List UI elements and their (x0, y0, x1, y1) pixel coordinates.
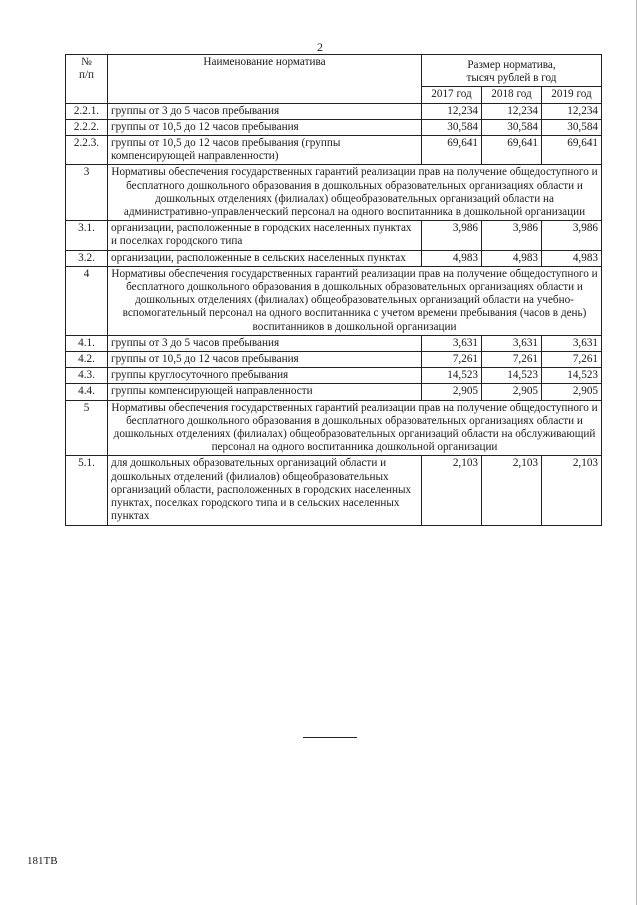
row-value: 2,103 (422, 456, 482, 525)
row-number: 4.2. (66, 352, 108, 368)
section-row (66, 400, 602, 456)
row-name: группы от 3 до 5 часов пребывания (108, 103, 422, 119)
row-number: 2.2.3. (66, 136, 108, 165)
row-value: 3,986 (542, 221, 602, 250)
table-row (66, 136, 602, 165)
row-value: 2,905 (422, 384, 482, 400)
row-name: группы компенсирующей направленности (108, 384, 422, 400)
row-value: 2,905 (482, 384, 542, 400)
row-value: 4,983 (542, 250, 602, 266)
table-header-row (66, 55, 602, 87)
row-value: 14,523 (482, 368, 542, 384)
row-value: 7,261 (482, 352, 542, 368)
row-name: организации, расположенные в сельских населенных пунктах (108, 250, 422, 266)
row-value: 30,584 (542, 119, 602, 135)
row-number: 3.2. (66, 250, 108, 266)
row-value: 3,986 (422, 221, 482, 250)
row-number: 4.3. (66, 368, 108, 384)
table-row (66, 119, 602, 135)
row-name: группы круглосуточного пребывания (108, 368, 422, 384)
signature-divider (303, 737, 357, 738)
section-number: 3 (66, 165, 108, 221)
table-row (66, 368, 602, 384)
row-value: 30,584 (422, 119, 482, 135)
row-name: организации, расположенные в городских населенных пунктах и поселках городского типа (108, 221, 422, 250)
table-row (66, 384, 602, 400)
row-value: 69,641 (482, 136, 542, 165)
row-number: 2.2.2. (66, 119, 108, 135)
section-title: Нормативы обеспечения государственных гарантий реализации прав на получение общедоступного и бесплатного дошкольного образования в дошкольных образовательных организациях области и дошкольных отделениях (филиалах) общеобразовательных организаций области на обслуживающий персонал на одного воспитанника дошкольной организации (108, 400, 602, 456)
section-row (66, 266, 602, 335)
page-number: 2 (317, 40, 323, 54)
table-body (66, 103, 602, 525)
section-number: 4 (66, 266, 108, 335)
row-value: 69,641 (542, 136, 602, 165)
header-year: 2019 год (542, 87, 602, 103)
row-name: группы от 10,5 до 12 часов пребывания (108, 119, 422, 135)
header-size-label: Размер норматива, тысяч рублей в год (466, 59, 557, 85)
row-value: 12,234 (482, 103, 542, 119)
table-row (66, 335, 602, 351)
row-number: 4.4. (66, 384, 108, 400)
row-value: 2,103 (482, 456, 542, 525)
header-size (422, 55, 602, 87)
row-value: 4,983 (422, 250, 482, 266)
header-num-label: № п/п (78, 56, 95, 82)
row-number: 5.1. (66, 456, 108, 525)
row-number: 2.2.1. (66, 103, 108, 119)
row-value: 69,641 (422, 136, 482, 165)
table-row (66, 221, 602, 250)
section-title: Нормативы обеспечения государственных гарантий реализации прав на получение общедоступного и бесплатного дошкольного образования в дошкольных образовательных организациях области и дошкольных отделениях (филиалах) общеобразовательных организаций области на административно-управленческий персонал на одного воспитанника в дошкольной организации (108, 165, 602, 221)
row-value: 2,103 (542, 456, 602, 525)
row-value: 14,523 (542, 368, 602, 384)
row-value: 14,523 (422, 368, 482, 384)
row-number: 3.1. (66, 221, 108, 250)
header-year: 2017 год (422, 87, 482, 103)
table-row (66, 103, 602, 119)
row-value: 12,234 (542, 103, 602, 119)
row-name: группы от 10,5 до 12 часов пребывания (108, 352, 422, 368)
row-value: 3,631 (482, 335, 542, 351)
row-value: 7,261 (422, 352, 482, 368)
section-title: Нормативы обеспечения государственных гарантий реализации прав на получение общедоступного и бесплатного дошкольного образования в дошкольных образовательных организациях области и дошкольных отделениях (филиалах) общеобразовательных организаций области на учебно-вспомогательный персонал на одного воспитанника с учетом времени пребывания (часов в день) воспитанников в дошкольной организации (108, 266, 602, 335)
document-code: 181ТВ (27, 855, 58, 867)
row-value: 4,983 (482, 250, 542, 266)
section-number: 5 (66, 400, 108, 456)
row-name: группы от 10,5 до 12 часов пребывания (группы компенсирующей направленности) (108, 136, 422, 165)
header-name (108, 55, 422, 104)
section-row (66, 165, 602, 221)
row-name: для дошкольных образовательных организаций области и дошкольных отделений (филиалов) общеобразовательных организаций области, расположенных в городских населенных пунктах, поселках городского типа и в сельских населенных пунктах (108, 456, 422, 525)
table-row (66, 352, 602, 368)
page-edge (636, 0, 637, 905)
row-value: 3,631 (422, 335, 482, 351)
row-value: 2,905 (542, 384, 602, 400)
row-value: 12,234 (422, 103, 482, 119)
row-value: 3,631 (542, 335, 602, 351)
header-name-label: Наименование норматива (203, 56, 326, 68)
header-year: 2018 год (482, 87, 542, 103)
header-num (66, 55, 108, 104)
row-value: 3,986 (482, 221, 542, 250)
normatives-table (65, 54, 602, 526)
row-number: 4.1. (66, 335, 108, 351)
table-row (66, 250, 602, 266)
row-value: 30,584 (482, 119, 542, 135)
row-value: 7,261 (542, 352, 602, 368)
table-row (66, 456, 602, 525)
row-name: группы от 3 до 5 часов пребывания (108, 335, 422, 351)
